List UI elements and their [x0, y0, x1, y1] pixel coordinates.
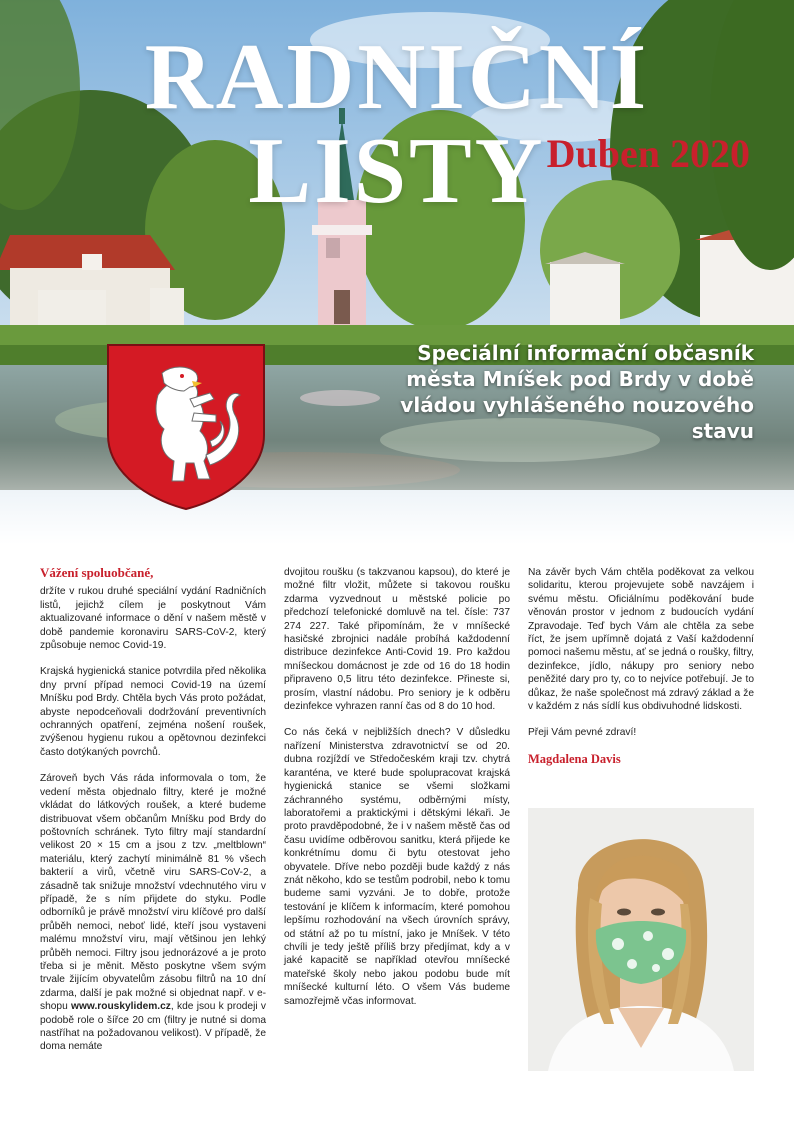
- cover-subtitle: Speciální informační občasník města Mníšek pod Brdy v době vládou vyhlášeného nouzového stavu: [400, 341, 754, 443]
- paragraph-filters-tail: , kde jsou k prodeji v podobě role o šířce 20 cm (filtry je nutné si doma nastříhat na požadovanou velikost). V případě, že doma nemáte: [40, 1001, 266, 1053]
- paragraph-masks-disinfection: dvojitou roušku (s takzvanou kapsou), do které je možné filtr vložit, můžete si takovou roušku zdarma vyzvednout u městské policie po předchozí telefonické domluvě na tel. čísle: 737 274 227. Také připomínám, že v mníšecké hasičské zbrojnici nadále probíhá každodenní distribuce dezinfekce Anti-Covid 19. Pro každou mníšeckou domácnost je zde od 16 do 18 hodin připraveno 0,5 litru této dezinfekce. Přineste si, prosím, vlastní nádobu. Pro seniory je k odběru dezinfekce vyhrazen ranní čas od 8 do 10 hod.: [284, 567, 510, 713]
- paragraph-smart-quarantine: Co nás čeká v nejbližších dnech? V důsledku nařízení Ministerstva zdravotnictví se od 20. dubna rozjíždí ve Středočeském kraji tzv. chytrá karanténa, ve které bude spolupracovat krajská hygienická stanice se všemi složkami záchranného systému, odběrnými místy, laboratořemi a praktickými i dětskými lékaři. Je proto pravděpodobné, že i v našem městě čas od času uvidíme odběrovou sanitku, která přijede ke konkrétnímu domu či bytu otestovat jeho obyvatele. Dříve nebo později bude každý z nás znát někoho, kdo se testům podrobil, nebo k tomu budeme sami vyzváni. Je to dobře, protože testování je klíčem k informacím, které pomohou lepšímu rozhodování na všech úrovních správy, od státní až po tu místní, jako je Mníšek. V této chvíli je tedy ještě příliš brzy předjímat, kdy a v jaké kapacitě se například otevřou mníšecké mateřské školy nebo jakou podobu bude mít mníšecké kulturní léto. O všem Vás budeme samozřejmě včas informovat.: [284, 727, 510, 1007]
- article-column-2: [284, 566, 510, 1021]
- eshop-link[interactable]: www.rouskylidem.cz: [71, 1001, 171, 1013]
- closing-wish: Přeji Vám pevné zdraví!: [528, 727, 637, 739]
- issue-date: Duben 2020: [546, 131, 750, 176]
- paragraph-intro: držíte v rukou druhé speciální vydání Radničních listů, jejichž cílem je poskytnout Vám aktualizované informace o dění v našem městě v době pandemie koronaviru SARS-CoV-2, který způsobuje nemoc Covid-19.: [40, 586, 266, 652]
- masthead-title: RADNIČNÍ LISTY: [144, 25, 650, 223]
- article-greeting: Vážení spoluobčané,: [40, 565, 154, 580]
- paragraph-thanks: Na závěr bych Vám chtěla poděkovat za velkou solidaritu, kterou projevujete sobě navzájem i svému městu. Oficiálnímu poděkování bude věnován prostor v jednom z budoucích vydání Zpravodaje. Teď bych Vám ale chtěla za sebe říct, že jsem upřímně dojatá z Vaší každodenní pomoci našemu městu, ať se jedná o roušky, filtry, dezinfekce, jídlo, nákupy pro seniory nebo peněžité dary pro ty, co to nejvíce potřebují. Je to důkaz, že naše společnost má zdravý základ a že v každém z nás sídlí kus obdivuhodné lidskosti.: [528, 567, 754, 713]
- article-column-3: [528, 566, 754, 779]
- author-signature: Magdalena Davis: [528, 751, 621, 766]
- article-column-1: [40, 566, 266, 1067]
- paragraph-filters-text: Zároveň bych Vás ráda informovala o tom, že vedení města objednalo filtry, které je možné vkládat do látkových roušek, a které budeme distribuovat všem občanům Mníšku pod Brdy do poštovních schránek. Tyto filtry mají standardní velikost 20 × 15 cm a jsou z tzv. „meltblown“ materiálu, který zachytí minimálně 81 % všech bakterií a virů, včetně viru SARS-CoV-2, a zásadně tak snižuje množství vdechnutého viru v případě, že s ním přijdete do styku. Podle odborníků je právě množství viru klíčové pro další průběh nemoci, neboť lidé, kteří jsou vystaveni malému množství viru, mají většinou jen lehký průběh nemoci. Filtry jsou jednorázové a je proto třeba si je měnit. Město poskytne všem svým trvale žijícím obyvatelům zásobu filtrů na 10 dní zdarma, další je pak možné si objednat např. v e-shopu: [40, 773, 266, 1013]
- paragraph-filters: [40, 772, 266, 1054]
- paragraph-covid-case: Krajská hygienická stanice potvrdila před několika dny první případ nemoci Covid-19 na území Mníšku pod Brdy. Chtěla bych Vás proto požádat, abyste nepodceňovali dodržování preventivních ochranných opatření, zejména nošení roušek, zvýšenou hygienu rukou a opětovnou dezinfekci často dotýkaných povrchů.: [40, 666, 266, 758]
- author-portrait: [528, 808, 754, 1071]
- lion-crest-icon: [106, 343, 266, 511]
